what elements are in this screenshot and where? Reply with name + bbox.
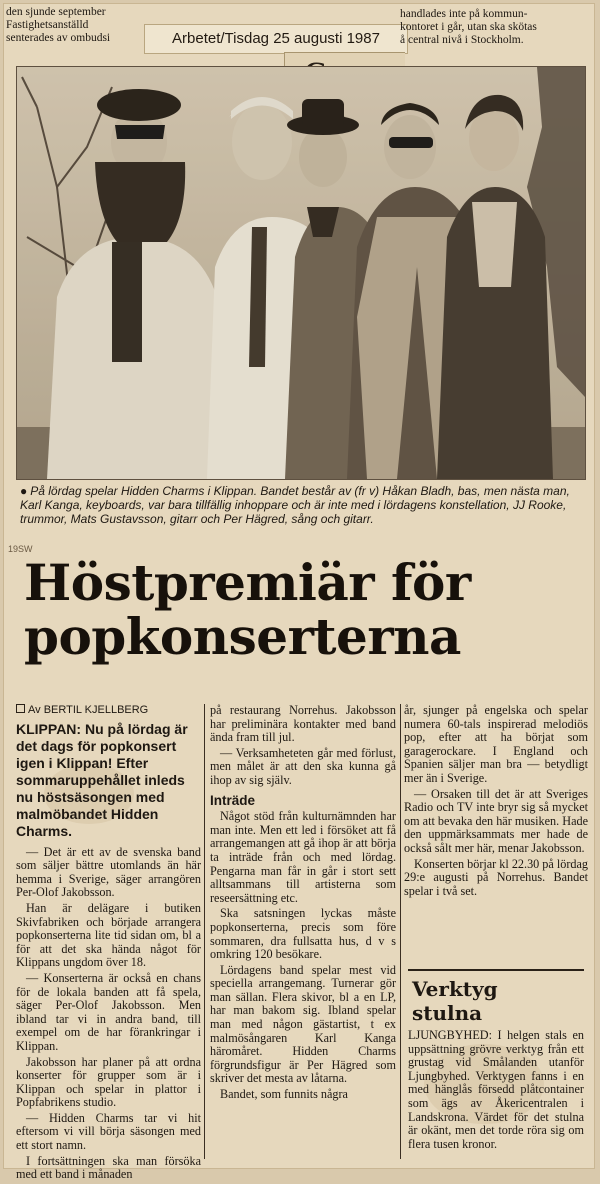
short-news-text: LJUNGBYHED: I helgen stals en uppsättning grövre verktyg från ett grustag vid Smålanden utanför Ljungbyhed. Verktygen fanns i en med hänglås försedd plåtcontainer som ägs av Åkericentralen i Landskrona. Värdet för det stulna är okänt, men det torde röra sig om flera tusen kronor. (408, 1028, 584, 1151)
body-paragraph: — Orsaken till det är att Sveriges Radio och TV inte bryr sig så mycket om att bevaka den här musiken. Hade den uppmärksammats mer hade de också sålt mer här, menar Jakobsson. (404, 786, 588, 855)
caption-text: På lördag spelar Hidden Charms i Klippan. Bandet består av (fr v) Håkan Bladh, bas, men nästa man, Karl Kanga, keyboards, var bara tillfällig inhoppare och är inte med i lördagens konstellation, JJ Rooke, trummor, Mats Gustavsson, gitarr och Per Hägred, sång och gitarr. (20, 484, 570, 526)
previous-article-fragment (6, 6, 146, 45)
byline-box-icon (16, 704, 25, 713)
fragment-line: kontoret i går, utan ska skötas (400, 21, 537, 33)
body-paragraph: Jakobsson har planer på att ordna konserter för grupper som är i Klippan och spelar in plattor i Popfabrikens studio. (16, 1054, 201, 1110)
lead-paragraph: KLIPPAN: Nu på lördag är det dags för popkonsert igen i Klippan! Efter sommaruppehållet inleds nu höstsäsongen med malmöbandet Hidden Charms. (16, 720, 188, 839)
newspaper-clipping (4, 4, 594, 1182)
dateline: Arbetet/Tisdag 25 augusti 1987 (144, 24, 408, 54)
fragment-line: Fastighetsanställd (6, 19, 89, 31)
next-article-fragment (400, 8, 600, 47)
body-paragraph: Ska satsningen lyckas måste popkonserterna, precis som före sommaren, dra fullsatta hus, d v s omkring 120 besökare. (210, 906, 396, 962)
short-news-article (408, 969, 584, 1151)
margin-mark: 19SW (8, 544, 33, 554)
headline-line-2: popkonserterna (24, 607, 461, 666)
band-photo (16, 66, 586, 480)
subheading: Inträde (210, 792, 256, 808)
article-column-2 (210, 704, 396, 1104)
short-news-title (412, 977, 584, 1025)
body-paragraph: — Hidden Charms tar vi hit eftersom vi vill börja säsongen med ett stort namn. (16, 1110, 201, 1153)
body-paragraph: Lördagens band spelar mest vid speciella arrangemang. Turnerar gör man sällan. Flera skivor, bl a en LP, har man bakom sig. Ibland spelar man med någon gästartist, t ex malmösångaren Karl Kanga häromåret. Hidden Charms förgrundsfigur är Per Hägred som skriver det mesta av låtarna. (210, 962, 396, 1086)
fragment-line: senterades av ombudsi (6, 32, 111, 44)
fragment-line: å central nivå i Stockholm. (400, 34, 524, 46)
body-paragraph: — Verksamheteten går med förlust, men målet är att den ska kunna gå ihop av sig själv. (210, 745, 396, 787)
body-paragraph: I fortsättningen ska man försöka med ett band i månaden (16, 1153, 201, 1182)
column-rule (400, 704, 401, 1159)
body-paragraph: Bandet, som funnits några (220, 1087, 348, 1102)
byline (16, 704, 201, 718)
column-rule (204, 704, 205, 1159)
byline-text: Av BERTIL KJELLBERG (28, 704, 149, 716)
body-paragraph: Konserten börjar kl 22.30 på lördag 29:e augusti på Norrehus. Bandet spelar i två set. (404, 856, 588, 898)
caption-bullet: ● (20, 484, 28, 498)
band-photo-illustration (17, 67, 585, 479)
body-paragraph: på restaurang Norrehus. Jakobsson har preliminära kontakter med band ända fram till jul. (210, 703, 396, 745)
fragment-line: den sjunde september (6, 6, 106, 18)
body-paragraph: Han är delägare i butiken Skivfabriken och började arrangera popkonserterna lite tid sidan om, bl a för att det ska hända något för Klippans ungdom över 18. (16, 900, 201, 970)
body-paragraph: Något stöd från kulturnämnden har man inte. Men ett led i försöket att få arrangemangen att gå ihop är att börja ta inträde från och med lördag. Pengarna man får in går i stort sett alltsammans till artisterna som reseersättning etc. (210, 809, 396, 905)
fragment-line: handlades inte på kommun- (400, 8, 528, 20)
body-paragraph: — Konserterna är också en chans för de lokala banden att få spela, säger Per-Olof Jakobsson. Men ibland tar vi in andra band, till exempel om de har förankringar i Klippan. (16, 970, 201, 1053)
short-news-title-line: stulna (412, 1001, 483, 1025)
body-paragraph: — Det är ett av de svenska band som säljer bättre utomlands än här hemma i Sverige, säger arrangören Per-Olof Jakobsson. (16, 844, 201, 900)
top-strip (4, 4, 594, 66)
headline-line-1: Höstpremiär för (24, 553, 471, 612)
photo-caption (20, 484, 586, 526)
article-column-3 (404, 704, 588, 900)
article-column-1 (16, 704, 201, 1184)
headline (24, 553, 584, 666)
body-paragraph: år, sjunger på engelska och spelar numera 60-tals inspirerad melodiös pop, efter att ha börjat som garagerockare. I England och Spanien säljer man bra — betydligt mer än i Sverige. (404, 703, 588, 785)
short-news-title-line: Verktyg (412, 977, 498, 1001)
